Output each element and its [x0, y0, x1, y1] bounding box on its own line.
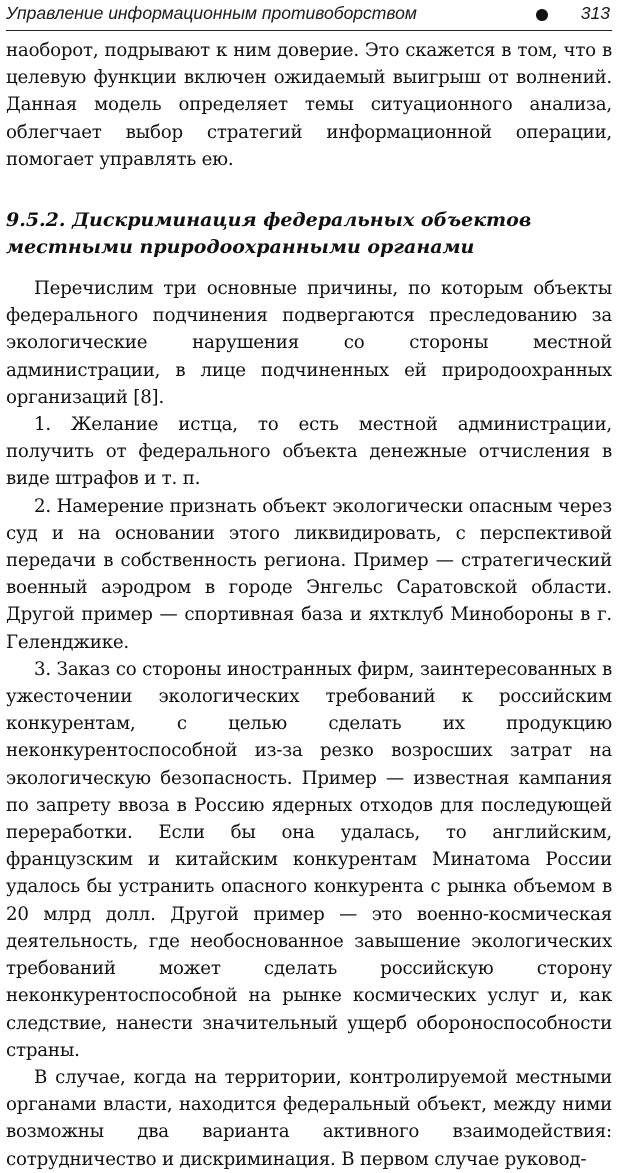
list-item-3: 3. Заказ со стороны иностранных фирм, заинтересованных в ужесточении экологических требований к российским конкурентам, с целью сделать их продукцию неконкурентоспособной из-за резко возросших затрат на экологическую безопасность. Пример — известная кампания по запрету ввоза в Россию ядерных отходов для последующей переработки. Если бы она удалась, то английским, французским и китайским конкурентам Минатома России удалось бы устранить опасного конкурента с рынка объемом в 20 млрд долл. Другой пример — это военно-космическая деятельность, где необоснованное завышение экологических требований может сделать российскую сторону неконкурентоспособной на рынке космических услуг и, как следствие, нанести значительный ущерб обороноспособности страны.	[6, 658, 612, 1061]
running-header	[6, 0, 612, 31]
list-item-2: 2. Намерение признать объект экологически опасным через суд и на основании этого ликвидировать, с перспективой передачи в собственность региона. Пример — стратегический военный аэродром в городе Энгельс Саратовской области. Другой пример — спортивная база и яхтклуб Минобороны в г. Геленджике.	[6, 495, 612, 653]
paragraph-intro: Перечислим три основные причины, по которым объекты федерального подчинения подвергаются преследованию за экологические нарушения со стороны местной администрации, в лице подчиненных ей природоохранных организаций [8].	[6, 278, 612, 408]
section-heading: 9.5.2. Дискриминация федеральных объектов местными природоохранными органами	[6, 209, 532, 259]
running-header-title: Управление информационным противоборством	[6, 3, 417, 23]
page-number: 313	[580, 3, 610, 23]
list-item-1: 1. Желание истца, то есть местной администрации, получить от федерального объекта денежные отчисления в виде штрафов и т. п.	[6, 414, 612, 490]
paragraph-continuation: наоборот, подрывают к ним доверие. Это скажется в том, что в целевую функции включен ожидаемый выигрыш от волнений. Данная модель определяет темы ситуационного анализа, облегчает выбор стратегий информационной операции, помогает управлять ею.	[6, 40, 612, 170]
paragraph-final: В случае, когда на территории, контролируемой местными органами власти, находится федеральный объект, между ними возможны два варианта активного взаимодействия: сотрудничество и дискриминация. В первом случае руковод-	[6, 1066, 612, 1170]
bullet-icon	[536, 9, 548, 21]
